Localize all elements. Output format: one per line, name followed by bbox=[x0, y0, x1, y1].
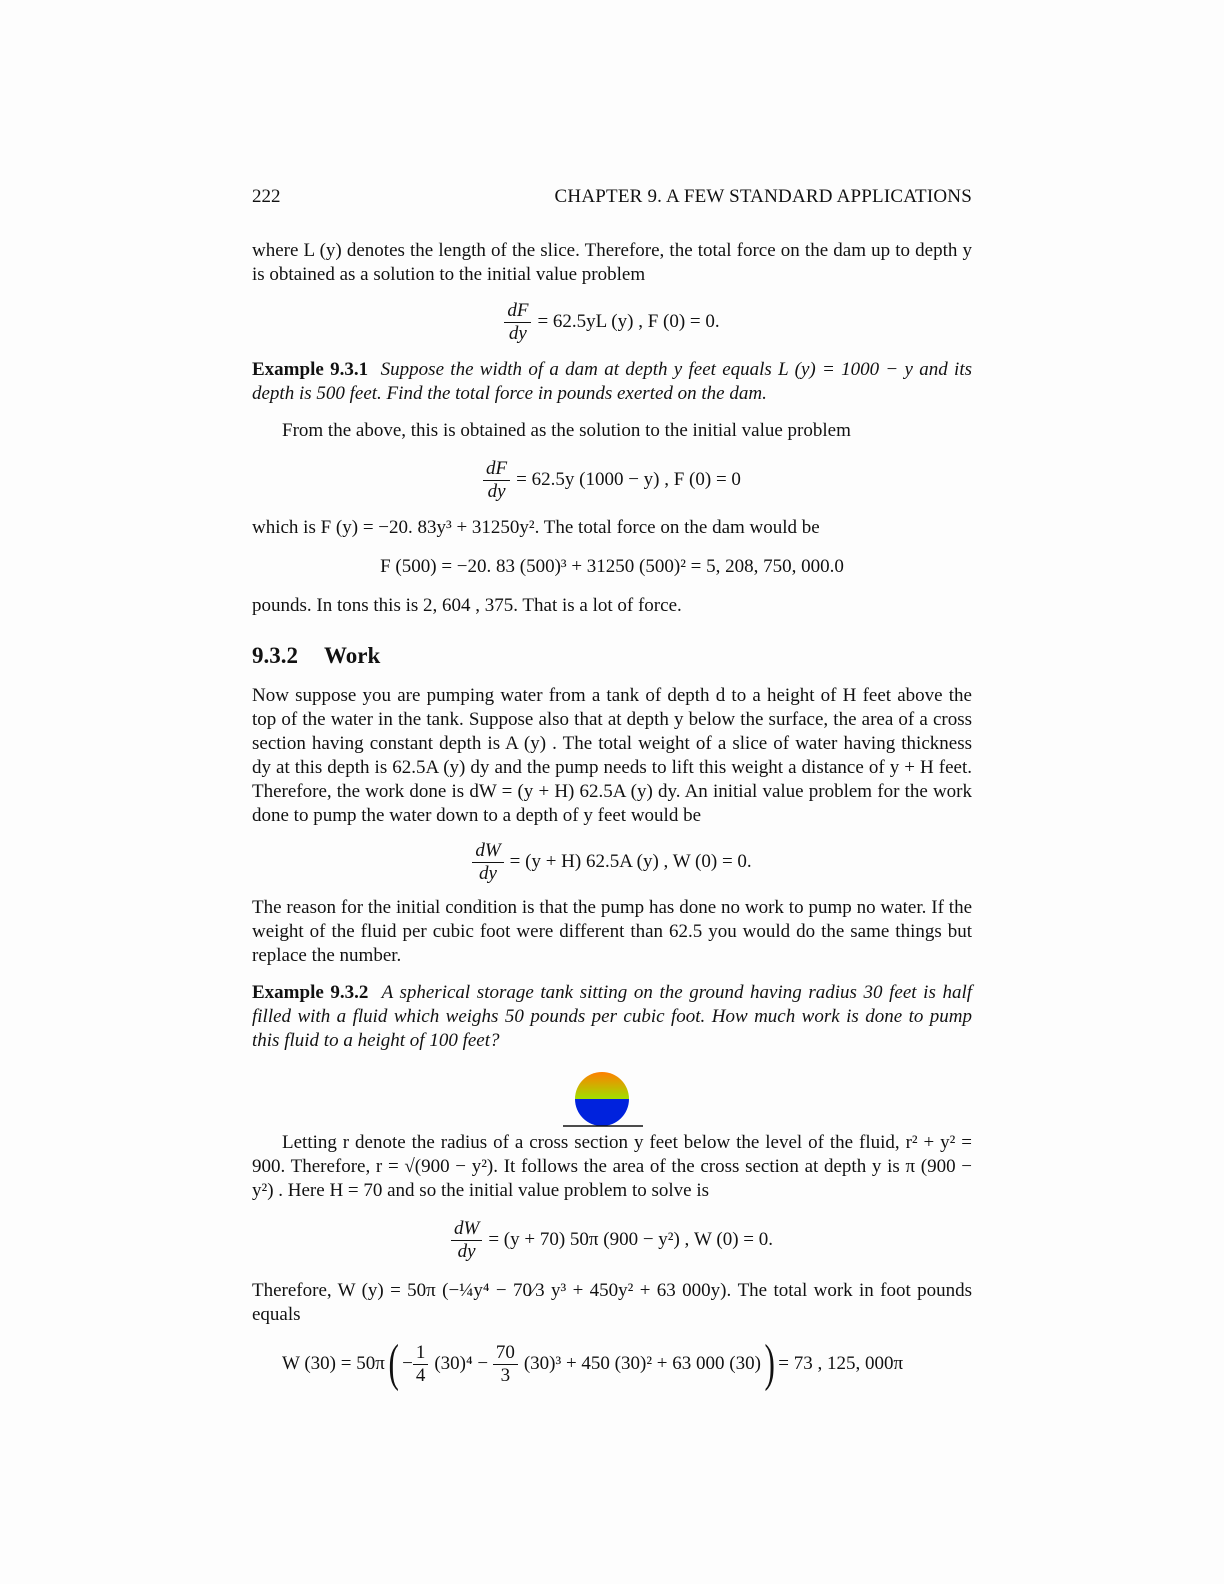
paragraph: pounds. In tons this is 2, 604 , 375. That is a lot of force. bbox=[252, 595, 682, 616]
paragraph: From the above, this is obtained as the solution to the initial value problem bbox=[282, 420, 851, 441]
numerator: dF bbox=[483, 458, 510, 481]
fraction bbox=[493, 1342, 518, 1387]
paragraph: Therefore, W (y) = 50π (−¼y⁴ − 70⁄3 y³ + 450y² + 63 000y). The total work in foot pounds equals bbox=[252, 1280, 972, 1325]
fraction bbox=[451, 1218, 482, 1263]
equation bbox=[252, 1212, 972, 1268]
paragraph: where L (y) denotes the length of the slice. Therefore, the total force on the dam up to depth y is obtained as a solution to the initial value problem bbox=[252, 240, 972, 285]
paragraph: Letting r denote the radius of a cross section y feet below the level of the fluid, r² + y² = 900. Therefore, r = √(900 − y²). It follows the area of the cross section at depth y is π (900 − y²) . Here H = 70 and so the initial value problem to solve is bbox=[252, 1132, 972, 1201]
fraction bbox=[413, 1342, 429, 1387]
denominator: 4 bbox=[415, 1364, 426, 1386]
denominator: dy bbox=[508, 322, 527, 344]
equation-text: F (500) = −20. 83 (500)³ + 31250 (500)² = 5, 208, 750, 000.0 bbox=[380, 556, 844, 577]
equation-rhs: = (y + H) 62.5A (y) , W (0) = 0. bbox=[509, 851, 752, 872]
numerator: 1 bbox=[413, 1342, 429, 1365]
running-header bbox=[252, 186, 972, 210]
denominator: dy bbox=[487, 480, 506, 502]
spherical-tank-figure bbox=[560, 1066, 650, 1130]
denominator: dy bbox=[479, 862, 497, 884]
equation bbox=[252, 294, 972, 350]
left-paren: ( bbox=[388, 1335, 399, 1392]
example-block bbox=[252, 981, 972, 1053]
example-text: Suppose the width of a dam at depth y feet equals L (y) = 1000 − y and its depth is 500 feet. Find the total force in pounds exerted on the dam. bbox=[252, 359, 973, 404]
equation-rhs: = (y + 70) 50π (900 − y²) , W (0) = 0. bbox=[488, 1229, 774, 1250]
example-label: Example 9.3.2 bbox=[252, 982, 369, 1003]
denominator: dy bbox=[457, 1240, 476, 1262]
numerator: 70 bbox=[493, 1342, 518, 1365]
equation bbox=[252, 452, 972, 508]
denominator: 3 bbox=[500, 1364, 511, 1386]
fraction bbox=[504, 300, 531, 345]
sign: − bbox=[402, 1353, 413, 1374]
chapter-title: CHAPTER 9. A FEW STANDARD APPLICATIONS bbox=[554, 186, 972, 207]
equation bbox=[252, 834, 972, 890]
equation-rhs: = 62.5y (1000 − y) , F (0) = 0 bbox=[516, 469, 741, 490]
fraction bbox=[483, 458, 510, 503]
term-rest: (30)⁴ − bbox=[434, 1353, 489, 1374]
equation-lhs: W (30) = 50π bbox=[282, 1353, 385, 1374]
equation-result: = 73 , 125, 000π bbox=[778, 1353, 904, 1374]
equation bbox=[252, 1334, 972, 1394]
example-block bbox=[252, 358, 972, 406]
sphere-upper-half bbox=[575, 1072, 629, 1099]
fraction bbox=[472, 840, 503, 885]
numerator: dW bbox=[472, 840, 503, 863]
right-paren: ) bbox=[764, 1335, 775, 1392]
section-heading bbox=[252, 643, 380, 669]
equation-rhs: = 62.5yL (y) , F (0) = 0. bbox=[537, 311, 720, 332]
section-number: 9.3.2 bbox=[252, 643, 298, 668]
page-number: 222 bbox=[252, 186, 281, 207]
numerator: dW bbox=[451, 1218, 482, 1241]
section-title: Work bbox=[324, 643, 381, 668]
paragraph: The reason for the initial condition is that the pump has done no work to pump no water. If the weight of the fluid per cubic foot were different than 62.5 you would do the same things but replace the number. bbox=[252, 897, 972, 966]
sphere-lower-half bbox=[575, 1099, 629, 1126]
example-label: Example 9.3.1 bbox=[252, 359, 369, 380]
equation bbox=[252, 540, 972, 594]
example-text: A spherical storage tank sitting on the ground having radius 30 feet is half filled with a fluid which weighs 50 pounds per cubic foot. How much work is done to pump this fluid to a height of 100 feet? bbox=[252, 982, 973, 1051]
paragraph: Now suppose you are pumping water from a tank of depth d to a height of H feet above the top of the water in the tank. Suppose also that at depth y below the surface, the area of a cross section having constant depth is A (y) . The total weight of a slice of water having thickness dy at this depth is 62.5A (y) dy and the pump needs to lift this weight a distance of y + H feet. Therefore, the work done is dW = (y + H) 62.5A (y) dy. An initial value problem for the work done to pump the water down to a depth of y feet would be bbox=[252, 685, 972, 826]
paragraph: which is F (y) = −20. 83y³ + 31250y². The total force on the dam would be bbox=[252, 517, 820, 538]
term-rest: (30)³ + 450 (30)² + 63 000 (30) bbox=[523, 1353, 761, 1374]
numerator: dF bbox=[504, 300, 531, 323]
